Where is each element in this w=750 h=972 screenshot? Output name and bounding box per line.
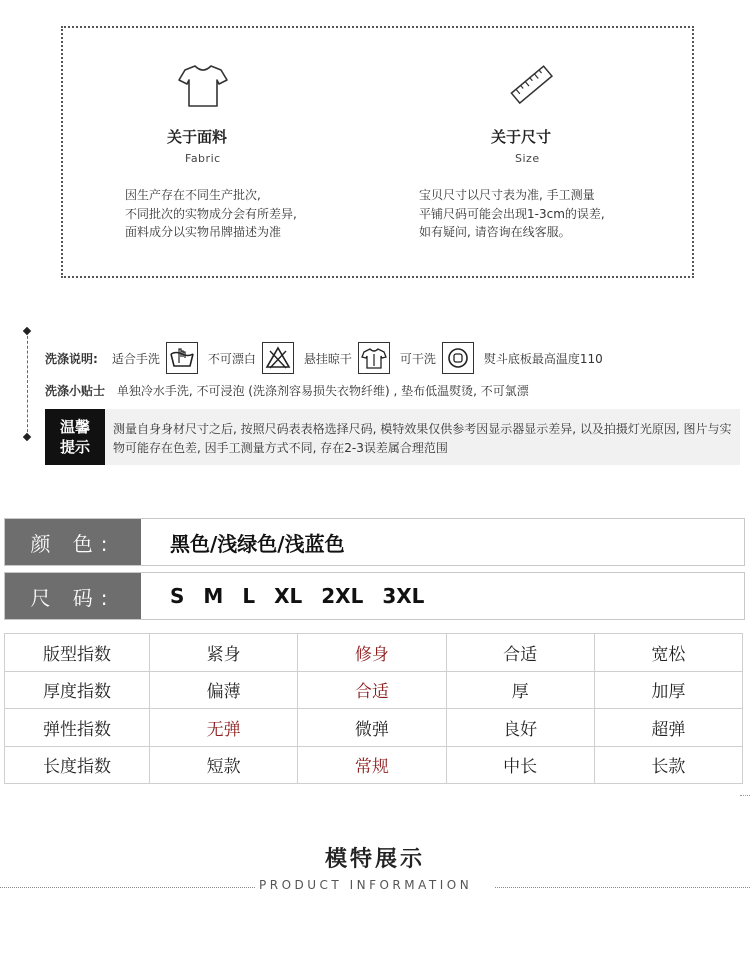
tips-label: 洗涤小贴士 bbox=[45, 384, 106, 398]
diamond-marker-top bbox=[23, 327, 31, 335]
size-option: S bbox=[170, 584, 185, 608]
tips-text: 单独冷水手洗, 不可浸泡 (洗涤剂容易损失衣物纤维) , 垫布低温熨烫, 不可氯漂 bbox=[116, 384, 529, 398]
diamond-marker-bottom bbox=[23, 433, 31, 441]
washing-tips bbox=[45, 382, 529, 399]
wash-item-hand-wash bbox=[112, 342, 208, 374]
index-option-selected: 合适 bbox=[298, 671, 446, 709]
size-subtitle: Size bbox=[515, 152, 540, 165]
wash-item-text: 可干洗 bbox=[399, 351, 436, 366]
size-option: L bbox=[242, 584, 256, 608]
fabric-line: 因生产存在不同生产批次, bbox=[125, 188, 261, 202]
size-description bbox=[419, 186, 605, 242]
no-bleach-icon bbox=[262, 342, 294, 374]
fabric-line: 面料成分以实物吊牌描述为准 bbox=[125, 225, 282, 239]
model-showcase-title: 模特展示 bbox=[324, 847, 425, 872]
index-row-label: 厚度指数 bbox=[5, 671, 150, 709]
iron-temperature-text: 熨斗底板最高温度110 bbox=[483, 351, 603, 366]
color-key: 颜 色: bbox=[5, 519, 141, 565]
footer-dotted-line-left bbox=[0, 887, 255, 888]
size-key: 尺 码: bbox=[5, 573, 141, 619]
footer-dotted-line-right bbox=[495, 887, 750, 888]
warm-reminder-tag bbox=[45, 409, 105, 465]
size-title: 关于尺寸 bbox=[491, 128, 552, 146]
index-option: 厚 bbox=[446, 671, 594, 709]
size-line: 宝贝尺寸以尺寸表为准, 手工测量 bbox=[419, 188, 595, 202]
hang-dry-icon bbox=[358, 342, 390, 374]
size-line: 如有疑问, 请咨询在线客服。 bbox=[419, 225, 571, 239]
index-row bbox=[5, 746, 743, 784]
warm-reminder-text: 测量自身身材尺寸之后, 按照尺码表表格选择尺码, 模特效果仅供参考因显示器显示差异, 以及拍摄灯光原因, 图片与实物可能存在色差, 因手工测量方式不同, 存在2-3误差属合理范围 bbox=[113, 422, 732, 455]
index-option-selected: 无弹 bbox=[150, 709, 298, 747]
warm-tag-line: 温馨 bbox=[59, 418, 90, 436]
size-option: M bbox=[203, 584, 224, 608]
about-info-box bbox=[61, 26, 694, 278]
size-values bbox=[170, 573, 443, 619]
index-option-selected: 常规 bbox=[298, 746, 446, 784]
index-option: 紧身 bbox=[150, 634, 298, 672]
index-option: 超弹 bbox=[594, 709, 742, 747]
size-bar bbox=[4, 572, 745, 620]
product-information-subtitle: PRODUCT INFORMATION bbox=[259, 878, 473, 892]
index-row bbox=[5, 671, 743, 709]
index-option: 偏薄 bbox=[150, 671, 298, 709]
index-row bbox=[5, 634, 743, 672]
size-option: XL bbox=[274, 584, 303, 608]
wash-item-hang-dry bbox=[304, 342, 400, 374]
color-value: 黑色/浅绿色/浅蓝色 bbox=[170, 531, 345, 556]
index-row-label: 长度指数 bbox=[5, 746, 150, 784]
index-option-selected: 修身 bbox=[298, 634, 446, 672]
index-row-label: 弹性指数 bbox=[5, 709, 150, 747]
index-option: 微弹 bbox=[298, 709, 446, 747]
index-option: 长款 bbox=[594, 746, 742, 784]
warm-tag-line: 提示 bbox=[59, 438, 90, 456]
index-option: 中长 bbox=[446, 746, 594, 784]
washing-instructions bbox=[45, 341, 603, 375]
index-option: 合适 bbox=[446, 634, 594, 672]
index-option: 宽松 bbox=[594, 634, 742, 672]
ruler-icon bbox=[509, 62, 555, 112]
right-dotted-mark bbox=[740, 795, 750, 796]
index-row bbox=[5, 709, 743, 747]
fabric-line: 不同批次的实物成分会有所差异, bbox=[125, 206, 297, 221]
index-row-label: 版型指数 bbox=[5, 634, 150, 672]
wash-item-dry-clean bbox=[400, 342, 484, 374]
fabric-title: 关于面料 bbox=[167, 128, 228, 146]
fabric-subtitle: Fabric bbox=[185, 152, 221, 165]
size-line: 平铺尺码可能会出现1-3cm的误差, bbox=[419, 206, 605, 221]
washing-label: 洗涤说明: bbox=[45, 351, 98, 366]
dry-clean-icon bbox=[442, 342, 474, 374]
index-option: 加厚 bbox=[594, 671, 742, 709]
washing-divider-line bbox=[27, 331, 28, 437]
hand-wash-icon bbox=[166, 342, 198, 374]
index-option: 良好 bbox=[446, 709, 594, 747]
fabric-description bbox=[125, 186, 297, 242]
wash-item-text: 不可漂白 bbox=[207, 351, 256, 366]
warm-reminder-box bbox=[45, 409, 740, 465]
wash-item-no-bleach bbox=[208, 342, 304, 374]
tshirt-icon bbox=[177, 62, 229, 114]
size-option: 3XL bbox=[382, 584, 425, 608]
size-option: 2XL bbox=[321, 584, 364, 608]
fit-index-table bbox=[4, 633, 743, 784]
wash-item-text: 悬挂晾干 bbox=[303, 351, 352, 366]
index-option: 短款 bbox=[150, 746, 298, 784]
wash-item-text: 适合手洗 bbox=[111, 351, 160, 366]
color-bar bbox=[4, 518, 745, 566]
